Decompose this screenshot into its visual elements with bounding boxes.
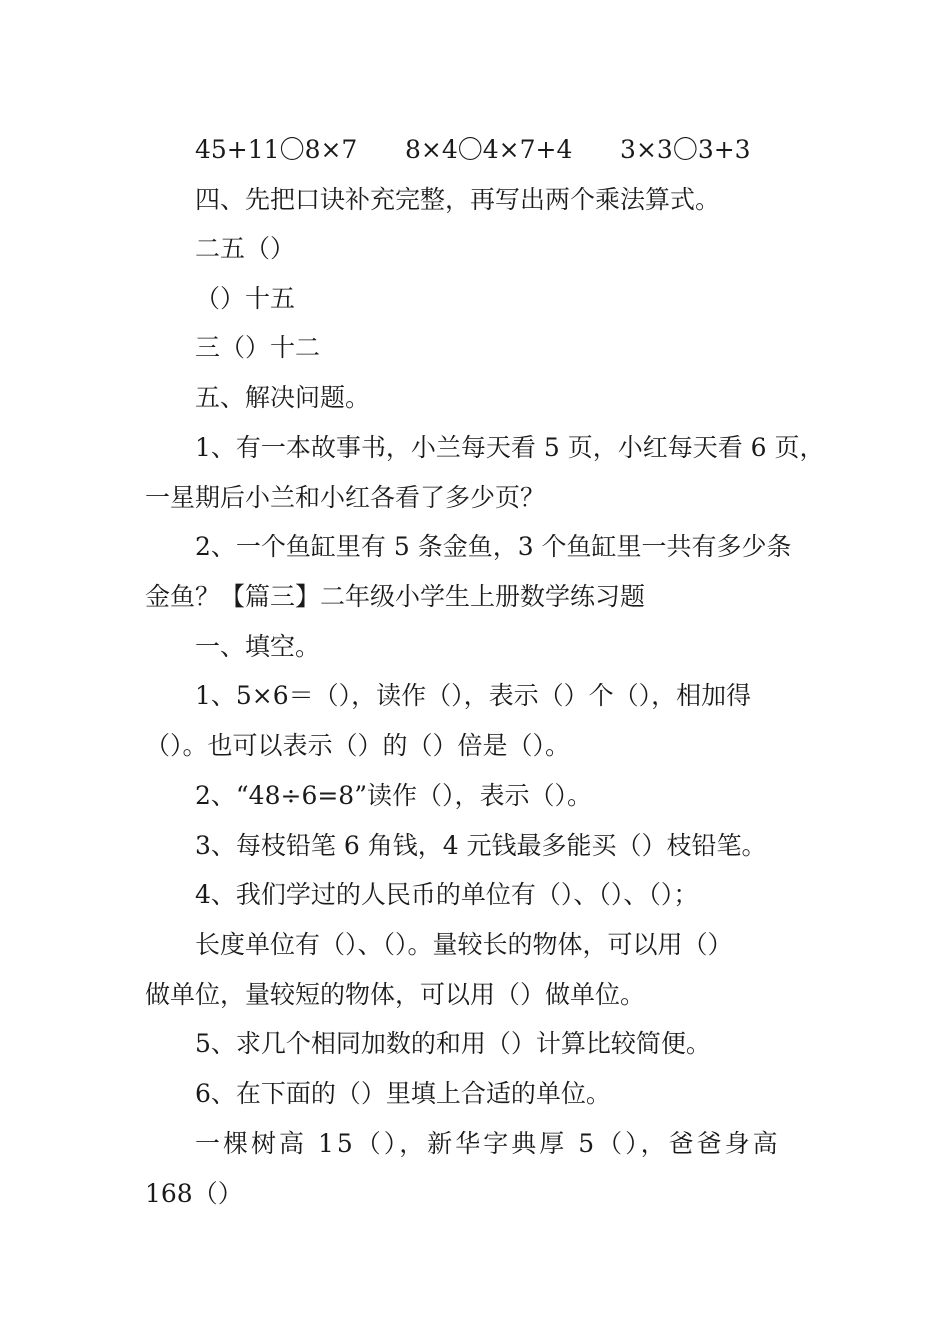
problem-2-line-1: 2、一个鱼缸里有 5 条金鱼，3 个鱼缸里一共有多少条 [195,532,792,561]
fill-in-heading: 一、填空。 [195,632,321,661]
fill-2: 2、“48÷6=8”读作（），表示（）。 [195,781,592,810]
problem-1-line-1: 1、有一本故事书，小兰每天看 5 页，小红每天看 6 页， [195,433,825,462]
section-five-heading: 五、解决问题。 [195,383,371,412]
fill-6-line-1: 一棵树高 15（），新华字典厚 5（），爸爸身高 [195,1129,781,1158]
problem-2-line-2: 金鱼？【篇三】二年级小学生上册数学练习题 [145,582,646,611]
mnemonic-line-2: （）十五 [195,284,296,313]
fill-3: 3、每枝铅笔 6 角钱，4 元钱最多能买（）枝铅笔。 [195,831,767,860]
fill-6-line-2: 168（） [145,1179,243,1208]
problem-1-line-2: 一星期后小兰和小红各看了多少页？ [145,483,546,512]
fill-4-line-2: 长度单位有（）、（）。量较长的物体，可以用（） [195,930,733,959]
fill-6-heading: 6、在下面的（）里填上合适的单位。 [195,1079,611,1108]
mnemonic-line-3: 三（）十二 [195,333,321,362]
fill-4-line-3: 做单位，量较短的物体，可以用（）做单位。 [145,980,646,1009]
section-four-heading: 四、先把口诀补充完整，再写出两个乘法算式。 [195,185,721,214]
comparison-exercises: 45+11〇8×7 8×4〇4×7+4 3×3〇3+3 [195,135,751,164]
fill-1-line-2: （）。也可以表示（）的（）倍是（）。 [145,731,571,760]
mnemonic-line-1: 二五（） [195,234,296,263]
fill-5: 5、求几个相同加数的和用（）计算比较简便。 [195,1029,711,1058]
fill-1-line-1: 1、5×6＝（），读作（），表示（）个（），相加得 [195,681,752,710]
fill-4-line-1: 4、我们学过的人民币的单位有（）、（）、（）； [195,880,699,909]
